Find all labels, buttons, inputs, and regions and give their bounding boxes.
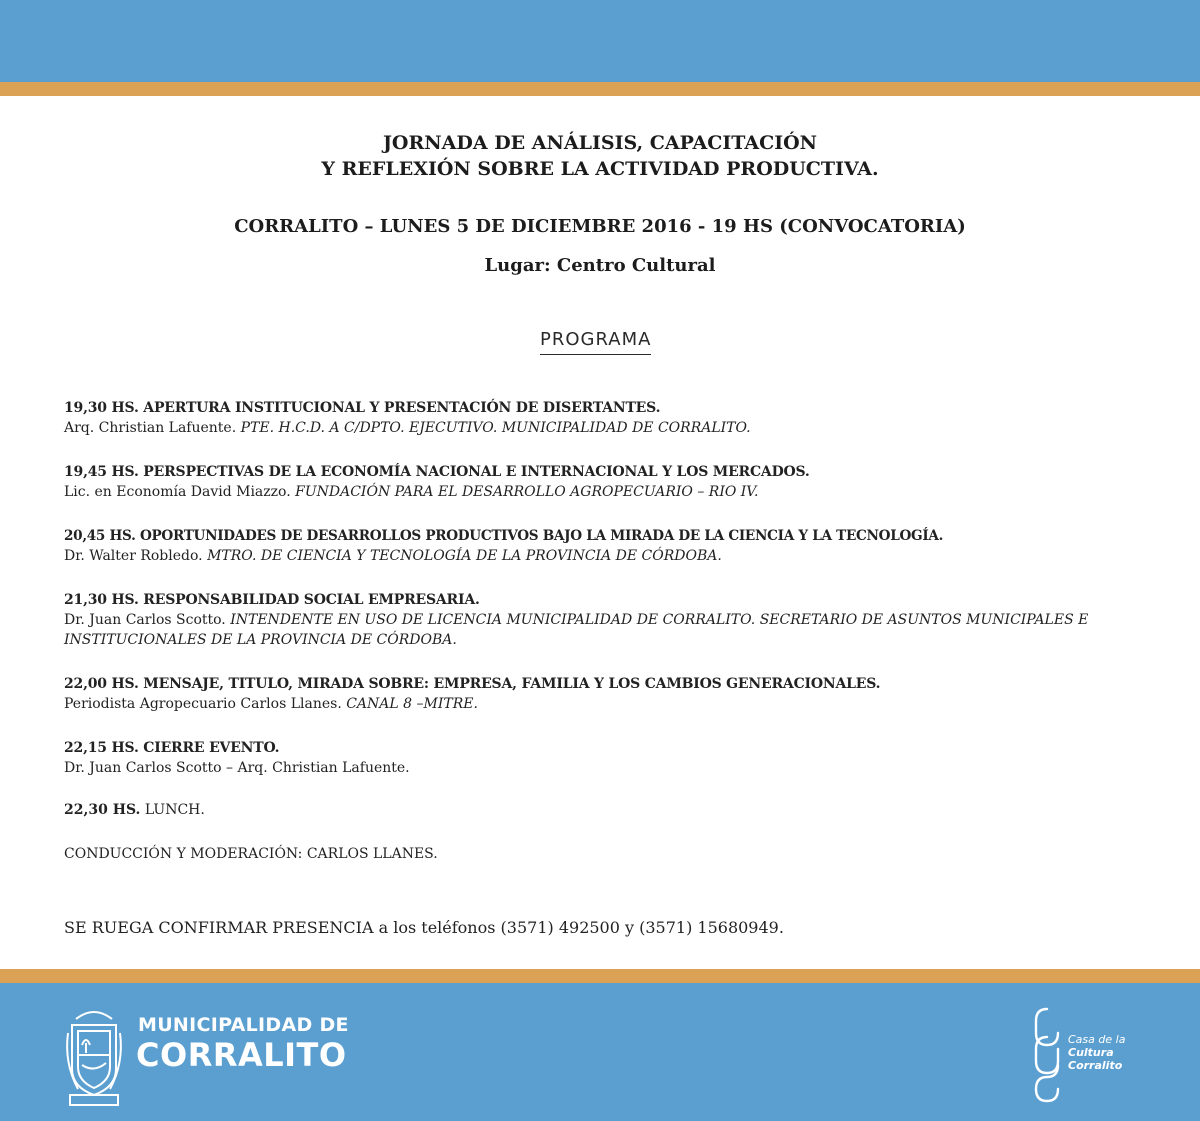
schedule-item: [64, 738, 1184, 778]
bottom-orange-stripe: [0, 969, 1200, 983]
schedule-item: [64, 590, 1184, 650]
schedule-item-description: [64, 694, 1184, 714]
title-line-2: Y REFLEXIÓN SOBRE LA ACTIVIDAD PRODUCTIVA.: [321, 158, 879, 180]
schedule-item-description: [64, 546, 1184, 566]
schedule-item-description: [64, 482, 1184, 502]
chain-link-icon: [1030, 1003, 1064, 1107]
lunch-time: 22,30 HS.: [64, 802, 141, 818]
speaker-role: INTENDENTE EN USO DE LICENCIA MUNICIPALIDAD DE CORRALITO. SECRETARIO DE ASUNTOS MUNICIPALES E INSTITUCIONALES DE LA PROVINCIA DE CÓRDOBA.: [64, 612, 1089, 648]
schedule-item-description: [64, 610, 1124, 650]
culture-line-3: Corralito: [1068, 1059, 1123, 1072]
schedule-item-lunch: [64, 800, 1184, 820]
speaker-name: Periodista Agropecuario Carlos Llanes.: [64, 696, 347, 712]
rsvp-note: SE RUEGA CONFIRMAR PRESENCIA a los teléfonos (3571) 492500 y (3571) 15680949.: [64, 918, 784, 937]
schedule-item: [64, 526, 1184, 566]
event-dateline: CORRALITO – LUNES 5 DE DICIEMBRE 2016 - 19 HS (CONVOCATORIA): [234, 216, 966, 237]
section-heading-programa: PROGRAMA: [540, 329, 651, 355]
schedule-item-heading: 20,45 HS. OPORTUNIDADES DE DESARROLLOS PRODUCTIVOS BAJO LA MIRADA DE LA CIENCIA Y LA TECNOLOGÍA.: [64, 528, 944, 544]
speaker-name: Dr. Juan Carlos Scotto – Arq. Christian Lafuente.: [64, 760, 410, 776]
municipality-name-line1: MUNICIPALIDAD DE: [138, 1014, 349, 1036]
schedule-item: [64, 398, 1184, 438]
title-line-1: JORNADA DE ANÁLISIS, CAPACITACIÓN: [382, 132, 818, 154]
schedule-item-description: [64, 758, 1184, 778]
schedule-item: [64, 674, 1184, 714]
speaker-name: Lic. en Economía David Miazzo.: [64, 484, 296, 500]
speaker-role: PTE. H.C.D. A C/DPTO. EJECUTIVO. MUNICIPALIDAD DE CORRALITO.: [240, 420, 751, 436]
schedule-item-description: [64, 418, 1184, 438]
culture-line-2: Cultura: [1068, 1046, 1114, 1059]
coat-of-arms-icon: [62, 1003, 126, 1109]
schedule-item-heading: 21,30 HS. RESPONSABILIDAD SOCIAL EMPRESARIA.: [64, 592, 480, 608]
culture-line-1: Casa de la: [1068, 1033, 1126, 1046]
municipality-name-line2: CORRALITO: [136, 1036, 347, 1074]
lunch-label: LUNCH.: [140, 802, 205, 818]
event-venue: Lugar: Centro Cultural: [484, 255, 716, 276]
speaker-role: CANAL 8 –MITRE.: [346, 696, 478, 712]
speaker-name: Arq. Christian Lafuente.: [64, 420, 241, 436]
top-blue-band: [0, 0, 1200, 82]
speaker-name: Dr. Walter Robledo.: [64, 548, 208, 564]
speaker-role: FUNDACIÓN PARA EL DESARROLLO AGROPECUARIO – RIO IV.: [295, 484, 759, 500]
schedule-item-heading: 22,00 HS. MENSAJE, TITULO, MIRADA SOBRE: EMPRESA, FAMILIA Y LOS CAMBIOS GENERACIONALES.: [64, 676, 881, 692]
top-orange-stripe: [0, 82, 1200, 96]
speaker-name: Dr. Juan Carlos Scotto.: [64, 612, 231, 628]
culture-house-logo-text: [1068, 1033, 1125, 1072]
speaker-role: MTRO. DE CIENCIA Y TECNOLOGÍA DE LA PROVINCIA DE CÓRDOBA.: [207, 548, 722, 564]
schedule-item: [64, 462, 1184, 502]
moderation-credit: CONDUCCIÓN Y MODERACIÓN: CARLOS LLANES.: [64, 846, 438, 862]
program-schedule: [64, 398, 1184, 864]
schedule-item-heading: 19,45 HS. PERSPECTIVAS DE LA ECONOMÍA NACIONAL E INTERNACIONAL Y LOS MERCADOS.: [64, 464, 810, 480]
event-title: [0, 130, 1200, 182]
schedule-item-heading: 22,15 HS. CIERRE EVENTO.: [64, 740, 280, 756]
schedule-item-heading: 19,30 HS. APERTURA INSTITUCIONAL Y PRESENTACIÓN DE DISERTANTES.: [64, 400, 661, 416]
